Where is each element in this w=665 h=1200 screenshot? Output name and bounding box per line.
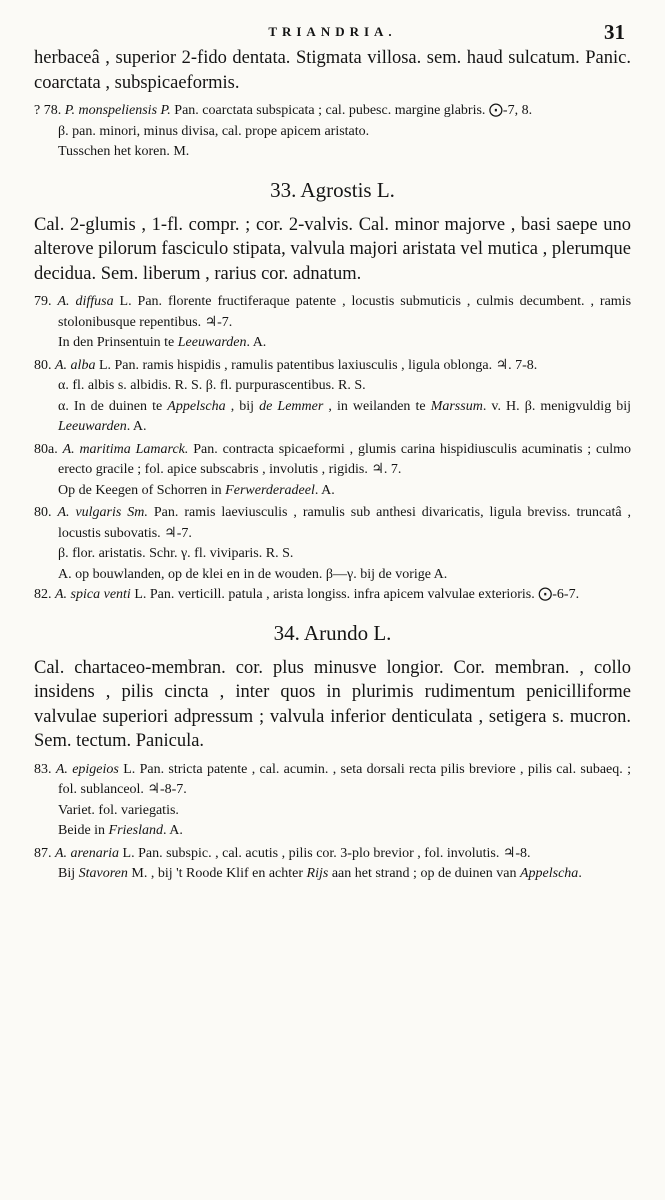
species-author: Sm. — [127, 505, 148, 520]
species-description: Pan. ramis hispidis , ramulis patentibus laxiusculis , ligula oblonga. ♃. 7-8. — [114, 357, 538, 373]
species-number: 83. — [34, 761, 52, 777]
continuation-paragraph: herbaceâ , superior 2-fido dentata. Stigmata villosa. sem. haud sulcatum. Panic. coarctata , subspicaeformis. — [34, 48, 631, 93]
place-name: Ferwerderadeel — [225, 482, 315, 498]
species-number: 80. — [34, 357, 52, 373]
species-author: L. — [119, 294, 132, 309]
species-description: Pan. verticill. patula , arista longiss. infra apicem valvulae exterioris. ⨀-6-7. — [149, 587, 580, 602]
species-number: 87. — [34, 845, 52, 861]
species-entry-80a — [34, 440, 631, 481]
locality-line: α. In de duinen te Appelscha , bij de Lemmer , in weilanden te Marssum. v. H. β. menigvuldig bij Leeuwarden. A. — [58, 398, 632, 434]
species-name: P. monspeliensis — [64, 103, 158, 118]
place-name: Appelscha — [519, 866, 579, 881]
species-number: 79. — [34, 294, 52, 309]
variety-line: β. pan. minori, minus divisa, cal. prope apicem aristato. — [58, 123, 370, 139]
species-name: A. diffusa — [57, 294, 114, 309]
species-author: P. — [160, 103, 171, 118]
place-name: Leeuwarden — [177, 335, 247, 350]
species-name: A. alba — [55, 357, 96, 373]
species-number: 80. — [34, 505, 52, 520]
locality-line: Beide in Friesland. A. — [58, 823, 183, 838]
locality-line: In den Prinsentuin te Leeuwarden. A. — [58, 335, 267, 350]
species-entry-83 — [34, 760, 631, 801]
place-name: de Lemmer — [259, 398, 324, 414]
species-entry-80-vulgaris — [34, 503, 631, 544]
place-name: Marssum — [430, 398, 483, 414]
genus-heading-34: 34. Arundo L. — [273, 620, 392, 645]
species-author: L. — [123, 761, 136, 777]
locality-line: Tusschen het koren. M. — [58, 144, 190, 159]
place-name: Leeuwarden — [58, 419, 127, 434]
locality-line: Op de Keegen of Schorren in Ferwerderadeel. A. — [58, 482, 335, 498]
species-entry-79 — [34, 292, 631, 333]
species-description: Pan. florente fructiferaque patente , locustis submuticis , culmis decumbent. , ramis stolonibusque repentibus. ♃-7. — [58, 294, 632, 330]
variety-line: α. fl. albis s. albidis. R. S. β. fl. purpurascentibus. R. S. — [58, 378, 366, 393]
species-author: L. — [98, 357, 112, 373]
genus-description-34: Cal. chartaceo-membran. cor. plus minusve longior. Cor. membran. , collo insidens , pilis cincta , inter quos in plurimis rudimentum penicilliforme valvulae superiori adpressum ; valvula inferior denticulata , setigera s. mucron. Sem. tectum. Panicula. — [34, 657, 631, 751]
running-title: TRIANDRIA. — [268, 24, 397, 39]
species-description: Pan. contracta spicaeformi , glumis carina hispidiusculis acuminatis ; culmo erecto gracile ; fol. apice subscabris , involutis , rigidis. ♃. 7. — [58, 441, 632, 477]
species-entry-87 — [34, 844, 631, 865]
species-description: Pan. coarctata subspicata ; cal. pubesc. margine glabris. ⨀-7, 8. — [174, 103, 533, 118]
species-entry-78 — [34, 101, 631, 122]
variety-line: Variet. fol. variegatis. — [58, 802, 179, 818]
place-name: Appelscha — [167, 398, 226, 414]
species-author: L. — [122, 845, 135, 861]
species-entry-80 — [34, 356, 631, 377]
locality-line: A. op bouwlanden, op de klei en in de wouden. β—γ. bij de vorige A. — [58, 566, 448, 582]
species-author: Lamarck. — [135, 441, 189, 457]
species-entry-82 — [34, 585, 631, 606]
species-author: L. — [134, 587, 147, 602]
place-name: Stavoren — [78, 866, 128, 881]
genus-description-33: Cal. 2-glumis , 1-fl. compr. ; cor. 2-valvis. Cal. minor majorve , basi saepe uno alterove pilorum fasciculo stipata, valvula majori aristata vel mutica , plerumque decidua. Sem. liberum , rarius cor. adnatum. — [34, 214, 631, 284]
species-number: 82. — [34, 587, 52, 602]
locality-line: Bij Stavoren M. , bij 't Roode Klif en achter Rijs aan het strand ; op de duinen van Appelscha. — [58, 866, 582, 881]
place-name: Rijs — [306, 866, 329, 881]
species-name: A. maritima — [62, 441, 131, 457]
species-name: A. epigeios — [55, 761, 119, 777]
running-header — [34, 14, 631, 44]
species-description: Pan. ramis laeviusculis , ramulis sub anthesi divaricatis, ligula breviss. truncatâ , locustis subovatis. ♃-7. — [58, 505, 632, 541]
species-name: A. spica venti — [55, 587, 131, 602]
variety-line: β. flor. aristatis. Schr. γ. fl. viviparis. R. S. — [58, 546, 294, 561]
place-name: Friesland — [108, 823, 163, 838]
page-number: 31 — [604, 20, 625, 44]
species-number: ? 78. — [34, 103, 62, 118]
genus-heading-33: 33. Agrostis L. — [270, 177, 395, 202]
species-description: Pan. stricta patente , cal. acumin. , seta dorsali recta pilis breviore , pilis cal. subaeq. ; fol. sublanceol. ♃-8-7. — [58, 761, 631, 797]
species-description: Pan. subspic. , cal. acutis , pilis cor. 3-plo brevior , fol. involutis. ♃-8. — [138, 845, 531, 861]
species-name: A. vulgaris — [57, 505, 122, 520]
species-name: A. arenaria — [55, 845, 120, 861]
species-number: 80a. — [34, 441, 58, 457]
